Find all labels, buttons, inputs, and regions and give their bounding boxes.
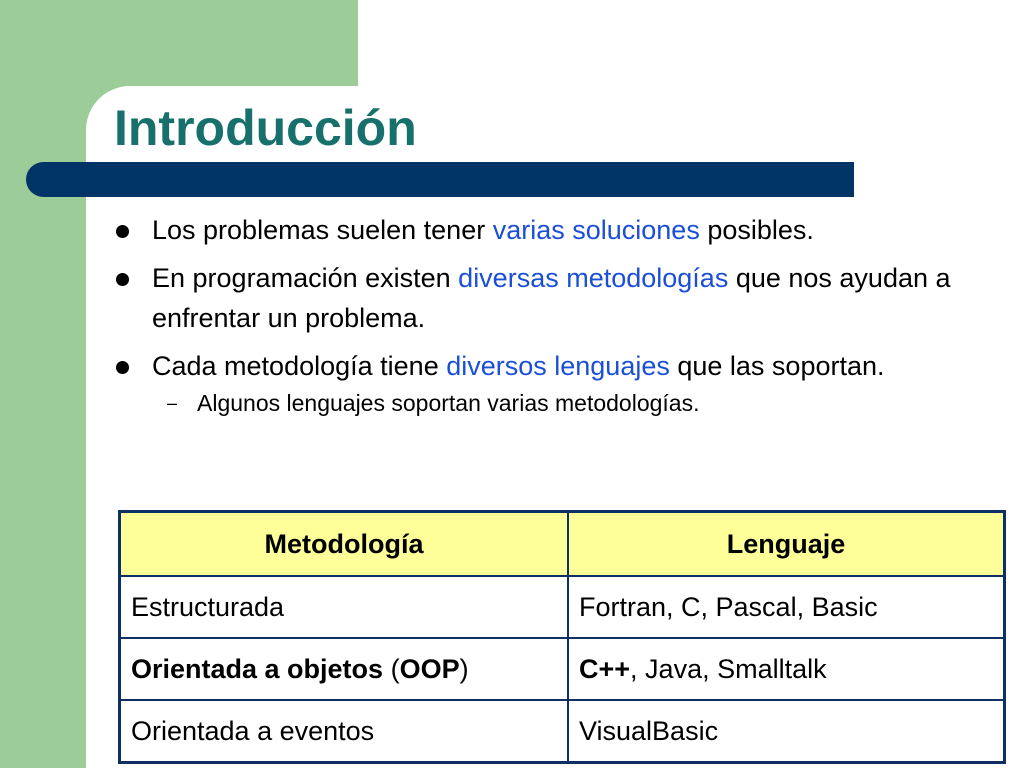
bullet-text: posibles. [699,215,814,245]
white-top-area [358,0,1024,86]
bullet-text: Cada metodología tiene [152,351,447,381]
cell-bold-abbrev: OOP [399,653,460,684]
sub-bullet-text: Algunos lenguajes soportan varias metodologías. [197,390,700,416]
methodology-table [118,510,1006,764]
bullet-text: que las soportan. [669,351,885,381]
cell-language-rest: , Java, Smalltalk [630,653,827,684]
table-row [120,700,1005,763]
cell-paren-close: ) [459,653,469,684]
bullet-item [112,258,1017,338]
cell-methodology: Orientada a eventos [120,700,569,763]
cell-bold-language: C++ [579,653,631,684]
bullet-dot-icon [116,225,129,238]
cell-methodology: Estructurada [120,576,569,638]
header-methodology: Metodología [120,512,569,577]
table-row [120,576,1005,638]
title-underline-bar [26,162,854,197]
cell-language: VisualBasic [568,700,1005,763]
cell-language [568,638,1005,700]
bullet-highlight: diversos lenguajes [446,351,670,381]
bullet-item [112,346,1017,386]
bullet-list [112,210,1017,418]
header-language: Lenguaje [568,512,1005,577]
cell-methodology [120,638,569,700]
dash-icon: – [167,393,178,413]
bullet-item [112,210,1017,250]
sub-bullet-item [112,388,1017,418]
cell-bold-text: Orientada a objetos [131,653,384,684]
bullet-text: Los problemas suelen tener [152,215,493,245]
bullet-highlight: varias soluciones [492,215,700,245]
bullet-dot-icon [116,273,129,286]
cell-paren-open: ( [383,653,400,684]
table-row [120,638,1005,700]
bullet-text: En programación existen [152,263,459,293]
table-header-row [120,512,1005,577]
bullet-dot-icon [116,361,129,374]
bullet-text: que nos ayudan a enfrentar un problema. [152,263,951,333]
cell-language: Fortran, C, Pascal, Basic [568,576,1005,638]
bullet-highlight: diversas metodologías [458,263,729,293]
slide-title: Introducción [114,100,417,156]
